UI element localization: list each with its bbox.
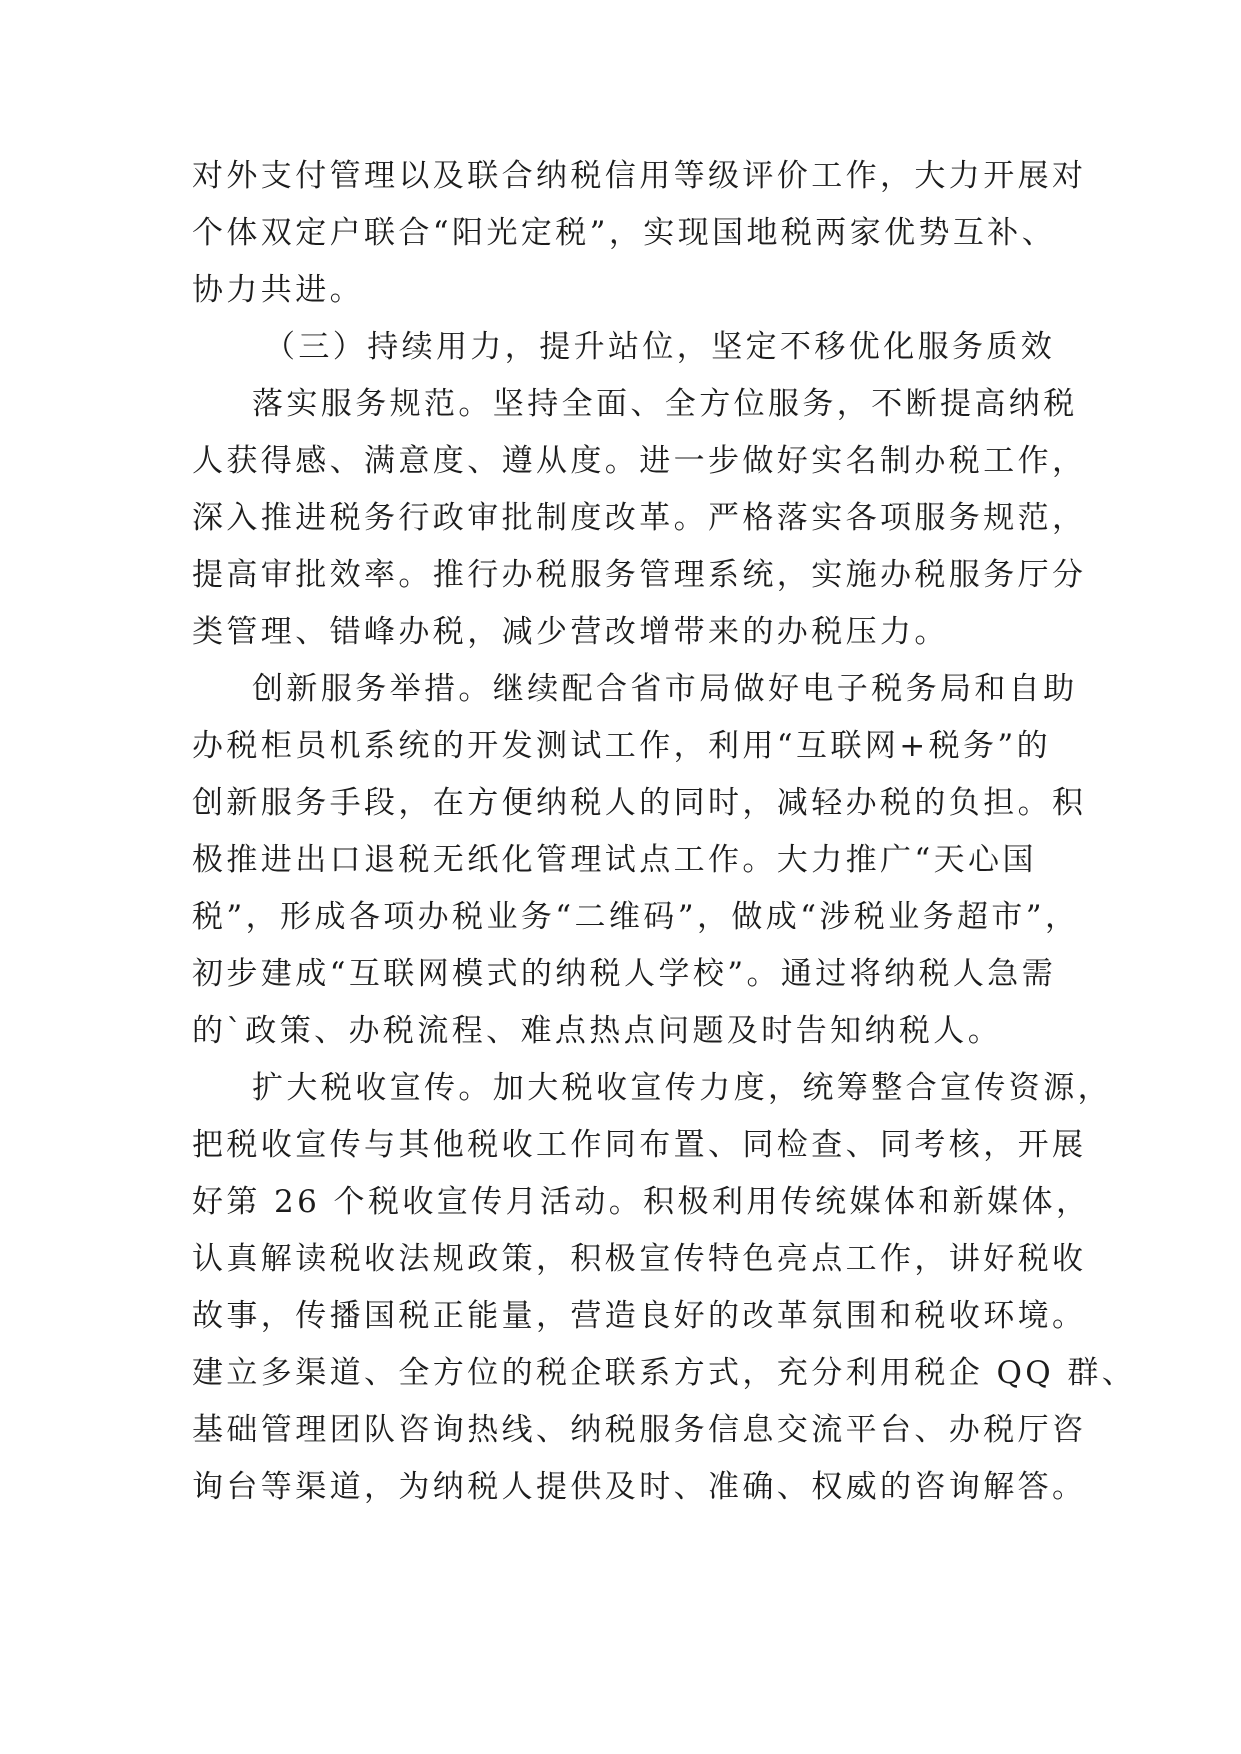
text-line: 极推进出口退税无纸化管理试点工作。大力推广“天心国 — [192, 842, 1037, 878]
text-line: 的`政策、办税流程、难点热点问题及时告知纳税人。 — [192, 1013, 1003, 1049]
paragraph-first-line: 创新服务举措。继续配合省市局做好电子税务局和自助 — [252, 671, 1078, 707]
text-line: 故事，传播国税正能量，营造良好的改革氛围和税收环境。 — [192, 1298, 1087, 1334]
body-text — [192, 148, 1137, 1516]
text-line: 提高审批效率。推行办税服务管理系统，实施办税服务厅分 — [192, 557, 1087, 593]
text-line: 把税收宣传与其他税收工作同布置、同检查、同考核，开展 — [192, 1127, 1087, 1163]
text-line: 办税柜员机系统的开发测试工作，利用“互联网+税务”的 — [192, 728, 1052, 764]
text-line: 深入推进税务行政审批制度改革。严格落实各项服务规范， — [192, 500, 1087, 536]
text-line: 询台等渠道，为纳税人提供及时、准确、权威的咨询解答。 — [192, 1469, 1087, 1505]
text-line: 税”，形成各项办税业务“二维码”，做成“涉税业务超市”， — [192, 899, 1080, 935]
text-line: 认真解读税收法规政策，积极宣传特色亮点工作，讲好税收 — [192, 1241, 1087, 1277]
text-line: 协力共进。 — [192, 272, 364, 308]
paragraph-first-line: 落实服务规范。坚持全面、全方位服务，不断提高纳税 — [252, 386, 1078, 422]
text-line: 对外支付管理以及联合纳税信用等级评价工作，大力开展对 — [192, 158, 1087, 194]
section-heading: （三）持续用力，提升站位，坚定不移优化服务质效 — [264, 329, 1056, 365]
text-line: 类管理、错峰办税，减少营改增带来的办税压力。 — [192, 614, 949, 650]
text-line: 建立多渠道、全方位的税企联系方式，充分利用税企 QQ 群、 — [192, 1355, 1137, 1391]
paragraph-first-line: 扩大税收宣传。加大税收宣传力度，统筹整合宣传资源， — [252, 1070, 1112, 1106]
text-line: 个体双定户联合“阳光定税”，实现国地税两家优势互补、 — [192, 215, 1057, 251]
text-line: 基础管理团队咨询热线、纳税服务信息交流平台、办税厅咨 — [192, 1412, 1087, 1448]
text-line: 初步建成“互联网模式的纳税人学校”。通过将纳税人急需 — [192, 956, 1057, 992]
text-line: 好第 26 个税收宣传月活动。积极利用传统媒体和新媒体， — [192, 1184, 1091, 1220]
text-line: 创新服务手段，在方便纳税人的同时，减轻办税的负担。积 — [192, 785, 1087, 821]
text-line: 人获得感、满意度、遵从度。进一步做好实名制办税工作， — [192, 443, 1087, 479]
